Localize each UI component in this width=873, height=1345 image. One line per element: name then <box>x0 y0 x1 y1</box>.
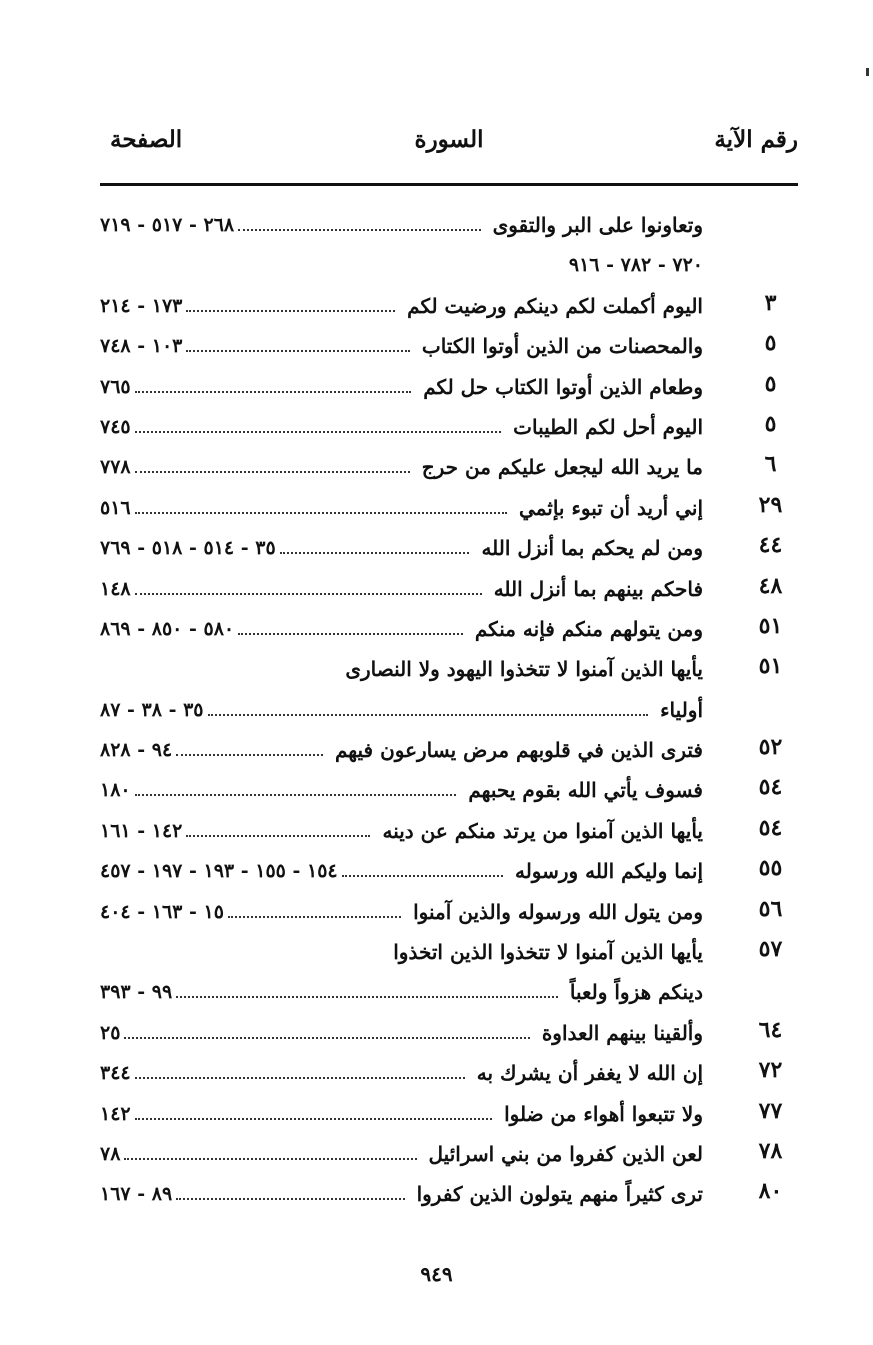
index-row <box>100 407 798 447</box>
row-content <box>100 286 703 326</box>
row-content <box>100 649 703 689</box>
page-references: ٢٥ <box>100 1021 121 1044</box>
page-references: ١٧٣ - ٢١٤ <box>100 294 183 317</box>
page-references: ٣٥ - ٥١٤ - ٥١٨ - ٧٦٩ <box>100 537 276 560</box>
row-content <box>100 1174 703 1214</box>
header-page: الصفحة <box>110 126 183 153</box>
index-row <box>100 609 798 649</box>
verse-text: يأيها الذين آمنوا لا تتخذوا الذين اتخذوا <box>393 940 703 965</box>
row-content <box>100 488 703 528</box>
dot-leader <box>135 471 410 473</box>
verse-text: يأيها الذين آمنوا لا تتخذوا اليهود ولا النصارى <box>345 657 703 682</box>
verse-text: لعن الذين كفروا من بني اسرائيل <box>428 1141 703 1166</box>
row-content <box>100 367 703 407</box>
dot-leader <box>176 996 558 998</box>
index-row <box>100 488 798 528</box>
dot-leader <box>176 754 323 756</box>
index-row <box>100 367 798 407</box>
index-row <box>100 447 798 487</box>
index-row <box>100 205 798 245</box>
verse-text: يأيها الذين آمنوا من يرتد منكم عن دينه <box>382 818 703 843</box>
row-content <box>100 528 703 568</box>
page-references: ١٤٢ - ١٦١ <box>100 819 183 842</box>
dot-leader <box>238 633 463 635</box>
verse-text: إنما وليكم الله ورسوله <box>514 859 703 884</box>
dot-leader <box>135 431 502 433</box>
header-aya-number: رقم الآية <box>714 126 798 153</box>
index-row <box>100 851 798 891</box>
aya-number: ٦ <box>764 451 777 478</box>
dot-leader <box>186 310 395 312</box>
verse-text: اليوم أكملت لكم دينكم ورضيت لكم <box>407 293 703 318</box>
verse-text: ومن يتول الله ورسوله والذين آمنوا <box>413 899 703 924</box>
verse-text: فترى الذين في قلوبهم مرض يسارعون فيهم <box>334 738 703 763</box>
page-references: ١٤٢ <box>100 1102 131 1125</box>
page-references: ٨٩ - ١٦٧ <box>100 1183 173 1206</box>
page-references: ١٥٤ - ١٥٥ - ١٩٣ - ١٩٧ - ٤٥٧ <box>100 860 338 883</box>
row-content <box>100 407 703 447</box>
index-row <box>100 1013 798 1053</box>
dot-leader <box>186 350 409 352</box>
dot-leader <box>135 1077 465 1079</box>
header-sura: السورة <box>414 126 484 153</box>
index-row <box>100 569 798 609</box>
index-row <box>100 1094 798 1134</box>
page-references: ٥١٦ <box>100 496 131 519</box>
aya-number: ٥ <box>764 330 777 357</box>
aya-number: ٧٧ <box>758 1097 783 1124</box>
dot-leader <box>124 1158 416 1160</box>
index-row <box>100 649 798 689</box>
scan-mark <box>866 68 869 76</box>
verse-text: ولا تتبعوا أهواء من ضلوا <box>504 1101 703 1126</box>
dot-leader <box>176 1198 404 1200</box>
index-row <box>100 245 798 285</box>
page-references: ٥٨٠ - ٨٥٠ - ٨٦٩ <box>100 617 235 640</box>
index-row <box>100 326 798 366</box>
page-references: ٢٦٨ - ٥١٧ - ٧١٩ <box>100 214 235 236</box>
page-references: ٩٩ - ٣٩٣ <box>100 981 173 1004</box>
page-references: ١٠٣ - ٧٤٨ <box>100 335 183 358</box>
verse-text: وطعام الذين أوتوا الكتاب حل لكم <box>423 374 703 399</box>
aya-number: ٦٤ <box>758 1016 783 1043</box>
page-references: ٧٨ <box>100 1142 121 1165</box>
row-content <box>100 690 703 730</box>
row-content <box>100 447 703 487</box>
row-content <box>100 811 703 851</box>
row-content <box>100 1094 703 1134</box>
verse-text: دينكم هزواً ولعباً <box>569 980 703 1005</box>
verse-text: إني أريد أن تبوء بإثمي <box>519 495 703 520</box>
row-content <box>100 892 703 932</box>
index-row <box>100 972 798 1012</box>
verse-text: أولياء <box>660 697 703 722</box>
index-row <box>100 690 798 730</box>
index-row <box>100 770 798 810</box>
dot-leader <box>124 1037 529 1039</box>
index-row <box>100 1174 798 1214</box>
page-references: ١٤٨ <box>100 577 131 600</box>
row-content <box>100 770 703 810</box>
aya-number: ٥٦ <box>758 895 783 922</box>
verse-text: اليوم أحل لكم الطيبات <box>513 414 703 439</box>
index-row <box>100 528 798 568</box>
index-row <box>100 1053 798 1093</box>
row-content <box>100 972 703 1012</box>
page-references: ٩٤ - ٨٢٨ <box>100 739 173 762</box>
page-references: ٧٤٥ <box>100 415 131 438</box>
aya-number: ٥٧ <box>758 936 783 963</box>
verse-text: ما يريد الله ليجعل عليكم من حرج <box>421 455 703 480</box>
header-rule <box>100 183 798 186</box>
dot-leader <box>342 875 503 877</box>
verse-text: والمحصنات من الذين أوتوا الكتاب <box>421 334 703 359</box>
page-references: ٣٥ - ٣٨ - ٨٧ <box>100 698 204 721</box>
index-row <box>100 811 798 851</box>
aya-number: ٧٨ <box>758 1137 783 1164</box>
dot-leader <box>186 835 370 837</box>
verse-text: إن الله لا يغفر أن يشرك به <box>476 1061 703 1086</box>
aya-number: ٥ <box>764 410 777 437</box>
aya-number: ٥١ <box>758 653 783 680</box>
verse-text: فسوف يأتي الله بقوم يحبهم <box>468 778 703 803</box>
index-row <box>100 932 798 972</box>
row-content <box>100 730 703 770</box>
row-content <box>100 1053 703 1093</box>
dot-leader <box>135 593 482 595</box>
aya-number: ٧٢ <box>758 1057 783 1084</box>
verse-text: ومن لم يحكم بما أنزل الله <box>481 536 703 561</box>
page-references: ١٥ - ١٦٣ - ٤٠٤ <box>100 900 224 923</box>
aya-number: ٤٨ <box>758 572 783 599</box>
page-references: ٧٦٥ <box>100 375 131 398</box>
dot-leader <box>280 552 470 554</box>
aya-number: ٥٤ <box>758 774 783 801</box>
page-number: ٩٤٩ <box>420 1262 453 1286</box>
row-content <box>100 851 703 891</box>
index-row <box>100 730 798 770</box>
index-list <box>100 205 798 1215</box>
row-content <box>100 1134 703 1174</box>
aya-number: ٥٤ <box>758 814 783 841</box>
page-references: ٧٧٨ <box>100 456 131 479</box>
dot-leader <box>135 391 412 393</box>
aya-number: ٥١ <box>758 612 783 639</box>
row-content <box>100 932 703 972</box>
aya-number: ٢٩ <box>758 491 783 518</box>
verse-text: فاحكم بينهم بما أنزل الله <box>493 576 703 601</box>
row-content <box>100 609 703 649</box>
verse-text: ومن يتولهم منكم فإنه منكم <box>474 616 703 641</box>
dot-leader <box>135 512 507 514</box>
aya-number: ٤٤ <box>758 532 783 559</box>
page-references: ٣٤٤ <box>100 1062 131 1085</box>
dot-leader <box>135 1118 492 1120</box>
aya-number: ٨٠ <box>758 1178 783 1205</box>
index-row <box>100 1134 798 1174</box>
dot-leader <box>135 794 457 796</box>
page-references: ٧٢٠ - ٧٨٢ - ٩١٦ <box>568 254 703 277</box>
index-row <box>100 286 798 326</box>
dot-leader <box>238 229 481 231</box>
dot-leader <box>208 714 649 716</box>
dot-leader <box>228 916 401 918</box>
row-content <box>100 1013 703 1053</box>
table-header <box>100 126 798 166</box>
aya-number: ٥٥ <box>758 855 783 882</box>
row-content <box>100 569 703 609</box>
verse-text: وألقينا بينهم العداوة <box>541 1020 703 1045</box>
index-row <box>100 892 798 932</box>
aya-number: ٥٢ <box>758 734 783 761</box>
aya-number: ٥ <box>764 370 777 397</box>
page-references: ١٨٠ <box>100 779 131 802</box>
row-content <box>100 205 703 245</box>
verse-text: ترى كثيراً منهم يتولون الذين كفروا <box>416 1182 703 1207</box>
aya-number: ٣ <box>764 289 777 316</box>
verse-text: وتعاونوا على البر والتقوى <box>492 213 703 237</box>
row-content <box>100 245 703 285</box>
row-content <box>100 326 703 366</box>
